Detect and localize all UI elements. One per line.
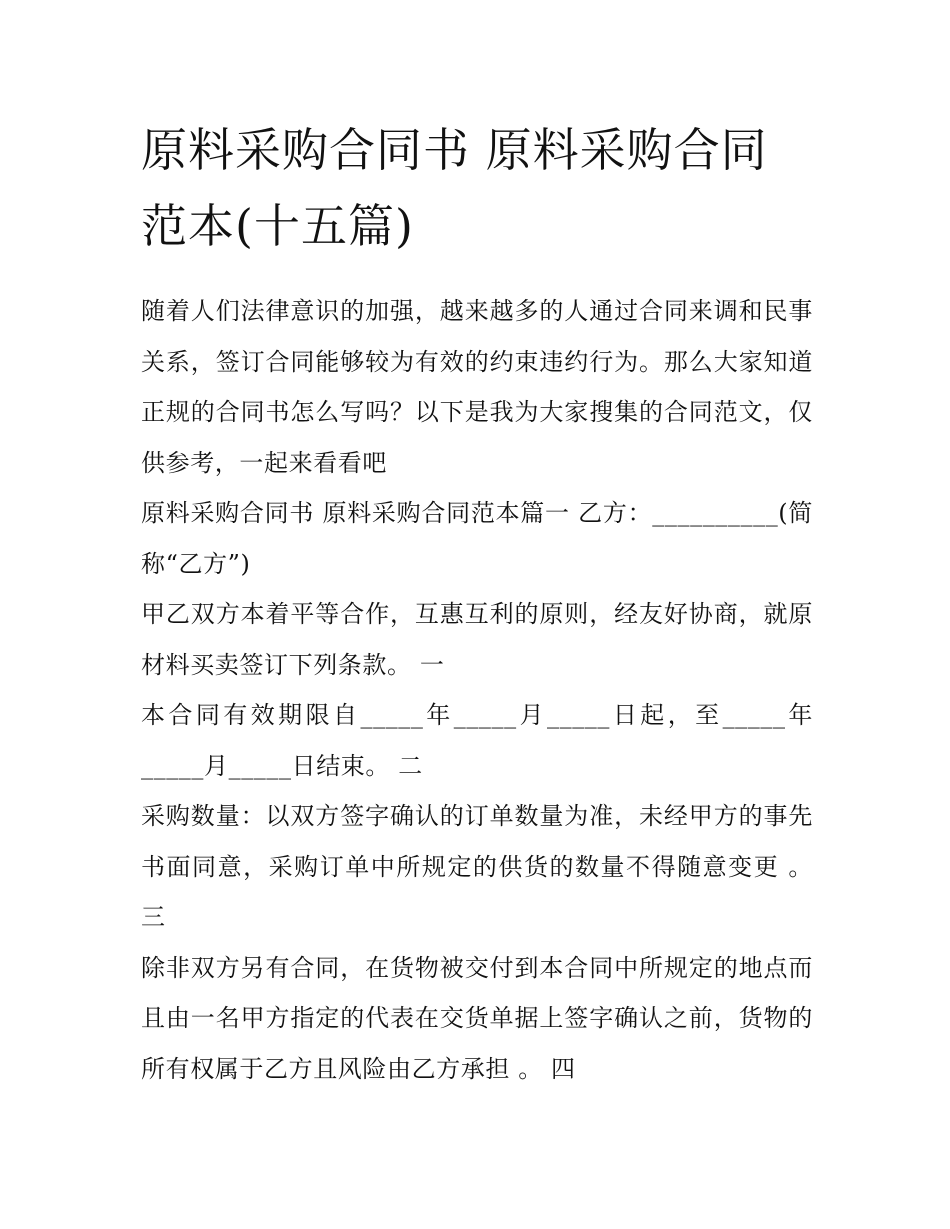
intro-paragraph: 随着人们法律意识的加强，越来越多的人通过合同来调和民事关系，签订合同能够较为有效的约束违约行为。那么大家知道正规的合同书怎么写吗？以下是我为大家搜集的合同范文，仅供参考，一起来看看吧: [141, 297, 813, 477]
section-heading-paragraph: 原料采购合同书 原料采购合同范本篇一 乙方：__________(简称“乙方”): [141, 499, 813, 578]
validity-period-paragraph: 本合同有效期限自_____年_____月_____日起，至_____年_____月_____日结束。 二: [141, 701, 813, 780]
principle-paragraph: 甲乙双方本着平等合作，互惠互利的原则，经友好协商，就原材料买卖签订下列条款。 一: [141, 600, 813, 679]
document-page: [141, 112, 813, 1094]
document-body: [141, 286, 813, 1094]
quantity-paragraph: 采购数量：以双方签字确认的订单数量为准，未经甲方的事先书面同意，采购订单中所规定的供货的数量不得随意变更 。 三: [141, 802, 813, 931]
ownership-paragraph: 除非双方另有合同，在货物被交付到本合同中所规定的地点而且由一名甲方指定的代表在交货单据上签字确认之前，货物的所有权属于乙方且风险由乙方承担 。 四: [141, 953, 813, 1083]
document-title: 原料采购合同书 原料采购合同范本(十五篇): [141, 123, 768, 253]
